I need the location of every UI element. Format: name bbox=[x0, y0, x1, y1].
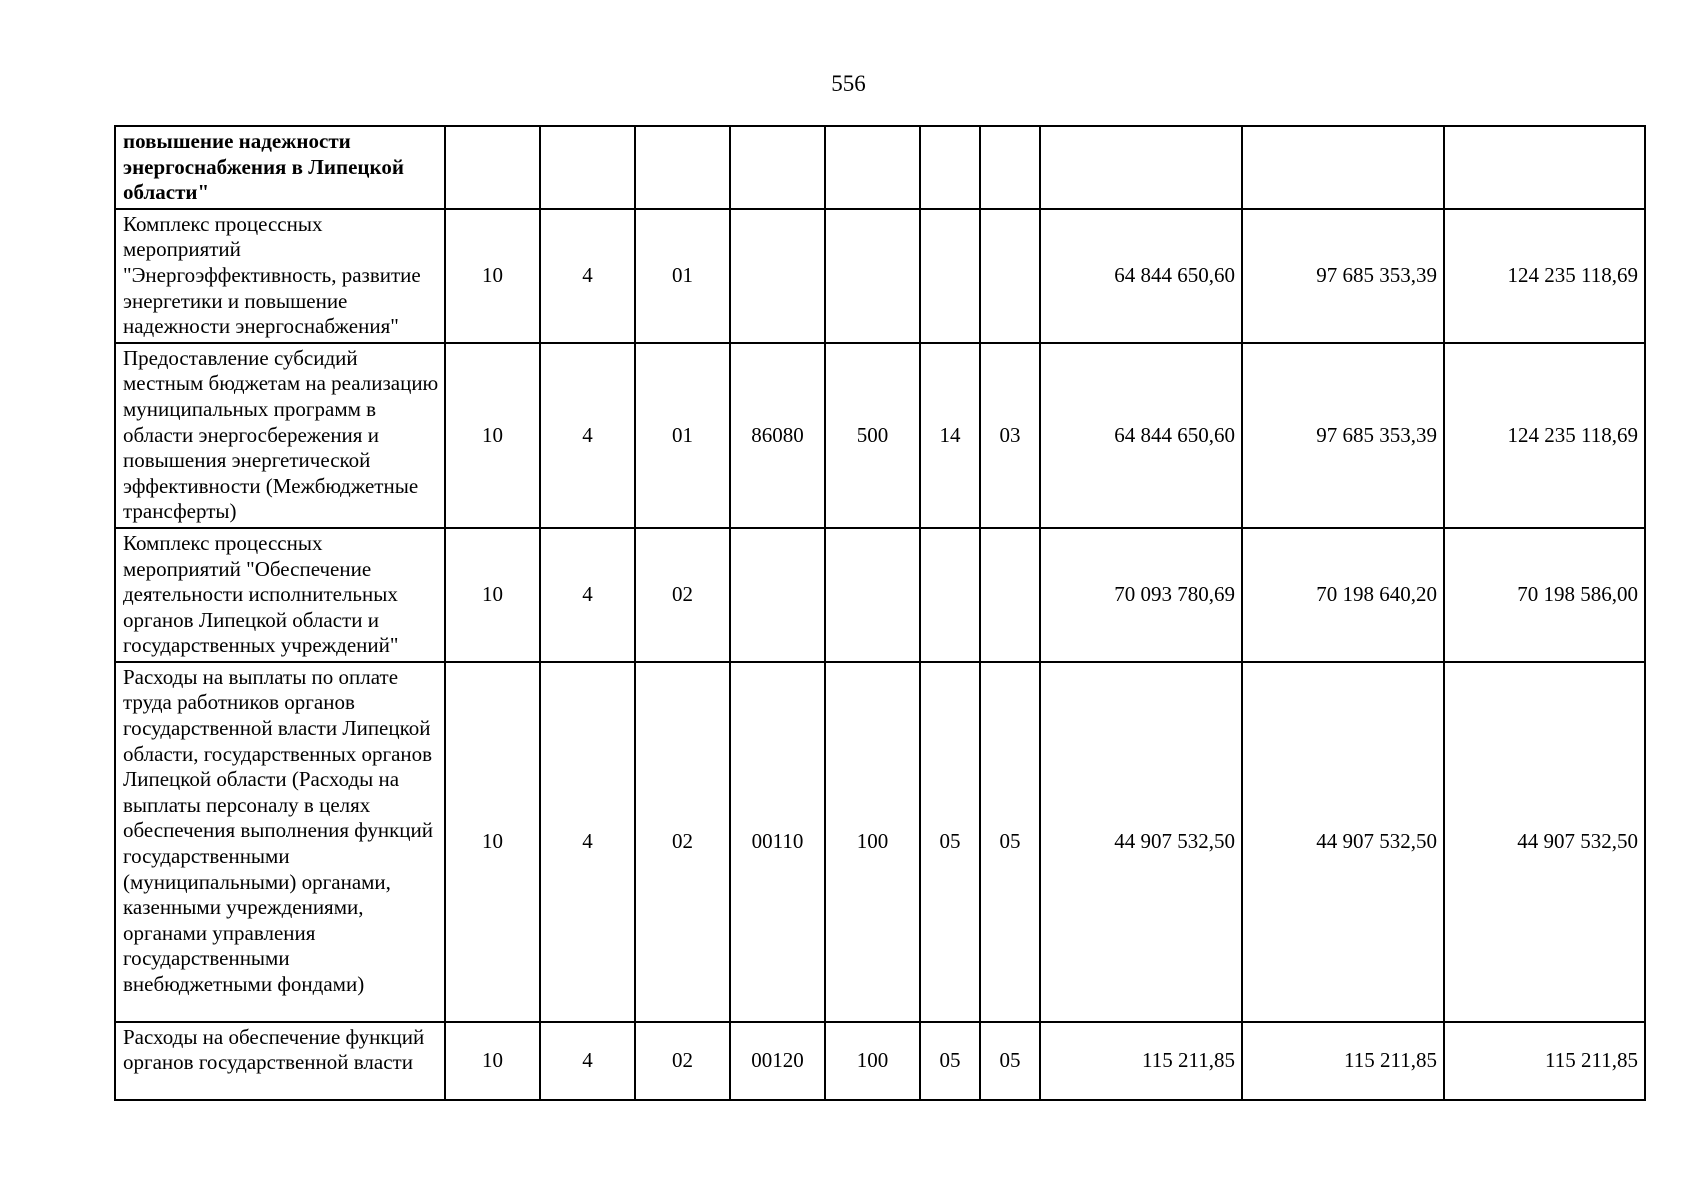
code-cell: 10 bbox=[445, 662, 540, 1022]
code-cell bbox=[635, 126, 730, 209]
code-cell: 05 bbox=[920, 1022, 980, 1100]
amount-cell: 97 685 353,39 bbox=[1242, 343, 1444, 528]
code-cell bbox=[825, 528, 920, 662]
amount-cell: 44 907 532,50 bbox=[1040, 662, 1242, 1022]
amount-cell: 115 211,85 bbox=[1040, 1022, 1242, 1100]
table-row bbox=[115, 209, 1645, 343]
code-cell: 05 bbox=[980, 662, 1040, 1022]
code-cell bbox=[980, 126, 1040, 209]
amount-cell: 64 844 650,60 bbox=[1040, 209, 1242, 343]
amount-cell: 70 198 640,20 bbox=[1242, 528, 1444, 662]
code-cell: 4 bbox=[540, 1022, 635, 1100]
amount-cell: 70 198 586,00 bbox=[1444, 528, 1645, 662]
row-description: Комплекс процессных мероприятий "Энергоэффективность, развитие энергетики и повышение надежности энергоснабжения" bbox=[115, 209, 445, 343]
code-cell bbox=[920, 528, 980, 662]
code-cell: 86080 bbox=[730, 343, 825, 528]
code-cell: 10 bbox=[445, 209, 540, 343]
code-cell: 10 bbox=[445, 528, 540, 662]
amount-cell: 115 211,85 bbox=[1242, 1022, 1444, 1100]
code-cell: 100 bbox=[825, 1022, 920, 1100]
code-cell bbox=[920, 209, 980, 343]
code-cell: 4 bbox=[540, 343, 635, 528]
code-cell bbox=[920, 126, 980, 209]
code-cell bbox=[980, 528, 1040, 662]
code-cell: 02 bbox=[635, 1022, 730, 1100]
amount-cell bbox=[1444, 126, 1645, 209]
code-cell: 14 bbox=[920, 343, 980, 528]
row-description: Предоставление субсидий местным бюджетам на реализацию муниципальных программ в области энергосбережения и повышения энергетической эффективности (Межбюджетные трансферты) bbox=[115, 343, 445, 528]
table-row bbox=[115, 528, 1645, 662]
code-cell: 500 bbox=[825, 343, 920, 528]
code-cell: 10 bbox=[445, 1022, 540, 1100]
code-cell: 05 bbox=[980, 1022, 1040, 1100]
code-cell bbox=[730, 209, 825, 343]
code-cell: 00110 bbox=[730, 662, 825, 1022]
amount-cell bbox=[1242, 126, 1444, 209]
budget-table bbox=[114, 125, 1646, 1101]
table-row bbox=[115, 662, 1645, 1022]
amount-cell: 64 844 650,60 bbox=[1040, 343, 1242, 528]
code-cell: 02 bbox=[635, 528, 730, 662]
code-cell: 05 bbox=[920, 662, 980, 1022]
code-cell bbox=[825, 209, 920, 343]
row-description: повышение надежности энергоснабжения в Липецкой области" bbox=[115, 126, 445, 209]
code-cell: 00120 bbox=[730, 1022, 825, 1100]
code-cell: 100 bbox=[825, 662, 920, 1022]
amount-cell: 44 907 532,50 bbox=[1242, 662, 1444, 1022]
amount-cell: 124 235 118,69 bbox=[1444, 209, 1645, 343]
amount-cell: 97 685 353,39 bbox=[1242, 209, 1444, 343]
code-cell: 02 bbox=[635, 662, 730, 1022]
code-cell: 03 bbox=[980, 343, 1040, 528]
amount-cell: 124 235 118,69 bbox=[1444, 343, 1645, 528]
amount-cell: 44 907 532,50 bbox=[1444, 662, 1645, 1022]
row-description: Расходы на выплаты по оплате труда работников органов государственной власти Липецкой области, государственных органов Липецкой области (Расходы на выплаты персоналу в целях обеспечения выполнения функций государственными (муниципальными) органами, казенными учреждениями, органами управления государственными внебюджетными фондами) bbox=[115, 662, 445, 1022]
page-number: 556 bbox=[831, 71, 866, 96]
amount-cell: 115 211,85 bbox=[1444, 1022, 1645, 1100]
code-cell bbox=[730, 528, 825, 662]
code-cell: 10 bbox=[445, 343, 540, 528]
code-cell bbox=[825, 126, 920, 209]
code-cell bbox=[730, 126, 825, 209]
code-cell bbox=[445, 126, 540, 209]
table-row bbox=[115, 343, 1645, 528]
code-cell: 4 bbox=[540, 209, 635, 343]
table-row bbox=[115, 1022, 1645, 1100]
code-cell: 4 bbox=[540, 662, 635, 1022]
amount-cell bbox=[1040, 126, 1242, 209]
table-row bbox=[115, 126, 1645, 209]
code-cell bbox=[980, 209, 1040, 343]
row-description: Комплекс процессных мероприятий "Обеспечение деятельности исполнительных органов Липецкой области и государственных учреждений" bbox=[115, 528, 445, 662]
code-cell: 01 bbox=[635, 209, 730, 343]
code-cell: 01 bbox=[635, 343, 730, 528]
row-description: Расходы на обеспечение функций органов государственной власти bbox=[115, 1022, 445, 1100]
code-cell bbox=[540, 126, 635, 209]
code-cell: 4 bbox=[540, 528, 635, 662]
amount-cell: 70 093 780,69 bbox=[1040, 528, 1242, 662]
